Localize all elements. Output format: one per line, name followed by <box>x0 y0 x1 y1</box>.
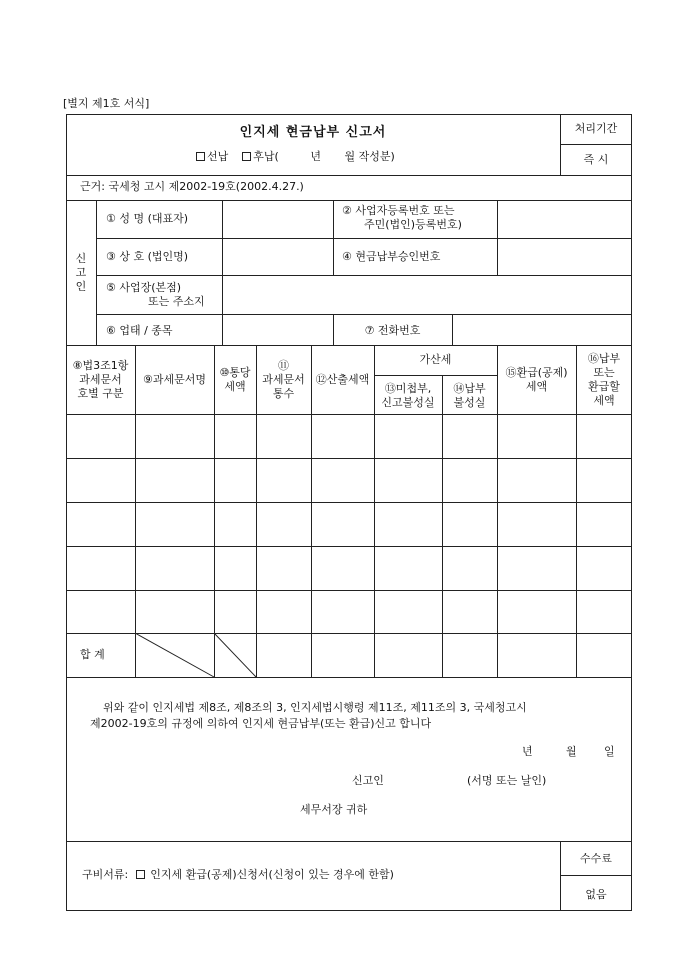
processing-period-label: 처리기간 <box>574 122 618 135</box>
form-title: 인지세 현금납부 신고서 <box>239 125 387 140</box>
business-type-field[interactable] <box>223 315 332 344</box>
fee-label: 수수료 <box>580 852 612 865</box>
col-refund-header: ⑮환급(공제) 세액 <box>505 366 568 393</box>
phone-label: ⑦ 전화번호 <box>364 324 421 337</box>
table-row[interactable] <box>67 459 631 501</box>
registration-number-field[interactable] <box>498 201 631 237</box>
col-unit-tax-header: ⑩통당 세액 <box>219 366 251 393</box>
col-doc-name-header: ⑨과세문서명 <box>143 373 206 386</box>
addressee: 세무서장 귀하 <box>300 803 368 816</box>
name-label: ① 성 명 (대표자) <box>106 212 189 225</box>
fee-value: 없음 <box>585 888 607 901</box>
required-documents: 구비서류: 인지세 환급(공제)신청서(신청이 있는 경우에 한함) <box>82 868 394 881</box>
reporter-side-divider <box>96 200 97 345</box>
date-month-label: 월 <box>566 745 577 758</box>
date-day-label: 일 <box>604 745 615 758</box>
col-doc-category-header: ⑧법3조1항 과세문서 호별 구분 <box>72 359 129 400</box>
table-row[interactable] <box>67 547 631 589</box>
signature-label: (서명 또는 날인) <box>467 774 547 787</box>
approval-number-label: ④ 현금납부승인번호 <box>342 250 441 263</box>
total-label: 합 계 <box>80 648 105 661</box>
col-doc-count-header: ⑪ 과세문서 통수 <box>262 359 305 400</box>
table-row[interactable] <box>67 591 631 632</box>
reporter-side-label: 신 고 인 <box>75 252 87 293</box>
processing-period-value: 즉 시 <box>583 153 609 166</box>
col-payment-penalty-header: ⑭납부 불성실 <box>453 382 486 409</box>
declaration-line-2: 제2002-19호의 규정에 의하여 인지세 현금납부(또는 환급)신고 합니다 <box>90 717 432 730</box>
table-row[interactable] <box>67 503 631 545</box>
date-year-label: 년 <box>522 745 533 758</box>
processing-divider <box>560 144 632 145</box>
signer-label: 신고인 <box>352 774 384 787</box>
table-row[interactable] <box>67 415 631 457</box>
registration-number-label: ② 사업자등록번호 또는 주민(법인)등록번호) <box>342 204 462 231</box>
trade-name-label: ③ 상 호 (법인명) <box>106 250 189 263</box>
title-bottom-line <box>66 175 632 176</box>
refund-request-checkbox[interactable] <box>136 870 145 879</box>
declaration-line-1: 위와 같이 인지세법 제8조, 제8조의 3, 인지세법시행령 제11조, 제11조의 3, 국세청고시 <box>103 701 527 714</box>
legal-basis: 근거: 국세청 고시 제2002-19호(2002.4.27.) <box>80 180 304 193</box>
business-type-label: ⑥ 업태 / 종목 <box>106 324 173 337</box>
address-field[interactable] <box>223 276 631 313</box>
col-unfiled-penalty-header: ⑬미첩부, 신고불성실 <box>381 382 435 409</box>
prepay-checkbox[interactable] <box>196 152 205 161</box>
col-payable-header: ⑯납부 또는 환급할 세액 <box>587 352 621 407</box>
phone-field[interactable] <box>453 315 631 344</box>
postpay-checkbox[interactable] <box>242 152 251 161</box>
form-number-label: [별지 제1호 서식] <box>63 97 150 110</box>
form-subtitle: 선납 후납( 년 월 작성분) <box>196 150 395 164</box>
address-label: ⑤ 사업장(본점) 또는 주소지 <box>106 281 205 308</box>
name-field[interactable] <box>223 201 332 237</box>
col-calc-tax-header: ⑫산출세액 <box>315 373 370 386</box>
total-row-diagonals <box>135 633 256 677</box>
approval-number-field[interactable] <box>498 239 631 274</box>
penalty-tax-header: 가산세 <box>419 353 452 366</box>
trade-name-field[interactable] <box>223 239 332 274</box>
